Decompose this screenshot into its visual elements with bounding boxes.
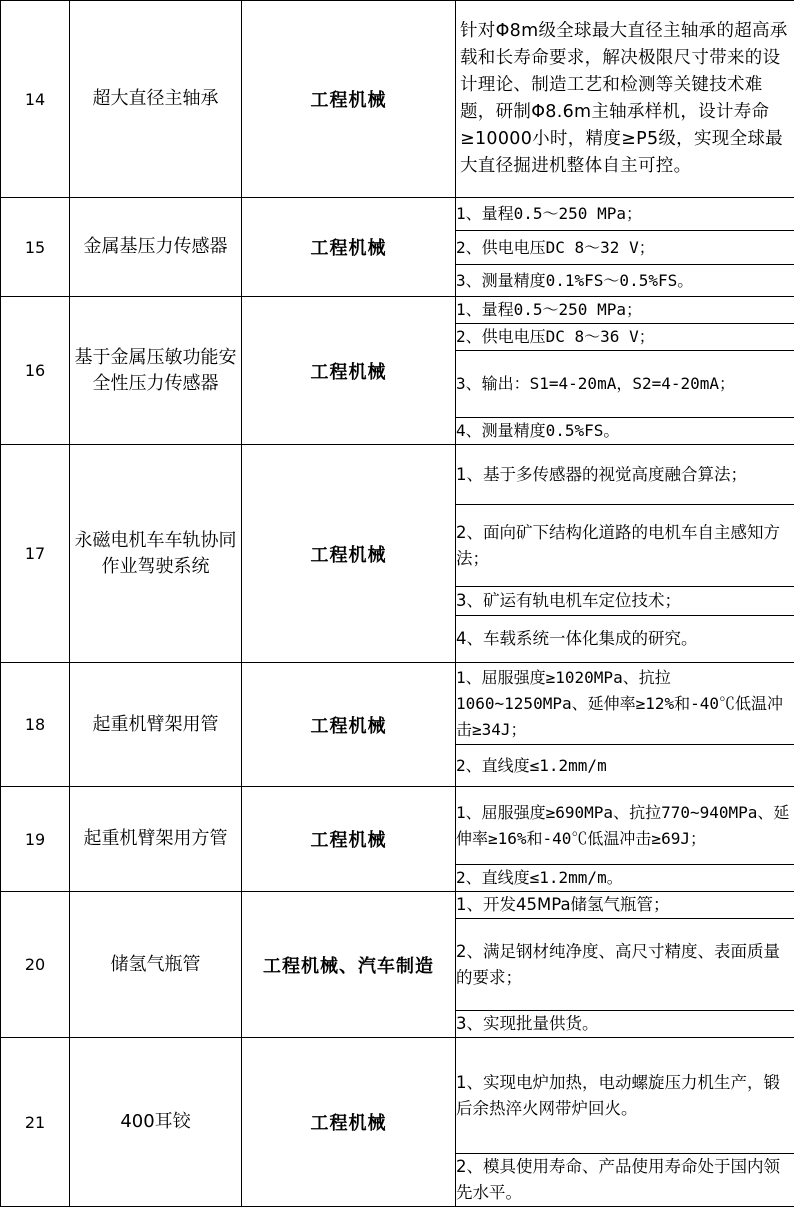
application-field: 工程机械	[242, 787, 456, 892]
requirement-item: 2、供电电压DC 8～32 V；	[456, 231, 794, 265]
row-number: 15	[1, 198, 70, 297]
requirement-item: 1、屈服强度≥1020MPa、抗拉1060~1250MPa、延伸率≥12%和-40℃低温冲击≥34J；	[456, 663, 794, 745]
row-number: 17	[1, 445, 70, 663]
application-field: 工程机械	[242, 663, 456, 787]
product-name: 基于金属压敏功能安全性压力传感器	[70, 297, 242, 445]
product-name: 储氢气瓶管	[70, 892, 242, 1038]
product-name: 400耳铰	[70, 1038, 242, 1207]
requirement-item: 1、量程0.5～250 MPa；	[456, 198, 794, 231]
product-name: 金属基压力传感器	[70, 198, 242, 297]
table-row	[1, 198, 794, 231]
table-row	[1, 1038, 794, 1154]
row-number: 21	[1, 1038, 70, 1207]
requirement-item: 1、实现电炉加热，电动螺旋压力机生产，锻后余热淬火网带炉回火。	[456, 1038, 794, 1154]
row-number: 20	[1, 892, 70, 1038]
requirement-item: 1、开发45MPa储氢气瓶管；	[456, 892, 794, 919]
table-row	[1, 445, 794, 505]
application-field: 工程机械、汽车制造	[242, 892, 456, 1038]
table-row	[1, 663, 794, 745]
application-field: 工程机械	[242, 445, 456, 663]
requirement-item: 3、矿运有轨电机车定位技术；	[456, 587, 794, 616]
table-row	[1, 1, 794, 198]
row-number: 18	[1, 663, 70, 787]
product-name: 超大直径主轴承	[70, 1, 242, 198]
requirement-item: 3、输出：S1=4-20mA，S2=4-20mA；	[456, 351, 794, 418]
product-name: 起重机臂架用方管	[70, 787, 242, 892]
requirement-item: 2、直线度≤1.2mm/m。	[456, 865, 794, 892]
product-name: 起重机臂架用管	[70, 663, 242, 787]
requirement-item: 1、量程0.5～250 MPa；	[456, 297, 794, 324]
requirement-text: 针对Φ8m级全球最大直径主轴承的超高承载和长寿命要求，解决极限尺寸带来的设计理论、制造工艺和检测等关键技术难题，研制Φ8.6m主轴承样机，设计寿命≥10000小时，精度≥P5级，实现全球最大直径掘进机整体自主可控。	[456, 1, 794, 198]
requirement-item: 3、测量精度0.1%FS～0.5%FS。	[456, 265, 794, 297]
application-field: 工程机械	[242, 198, 456, 297]
table-row	[1, 892, 794, 919]
application-field: 工程机械	[242, 1, 456, 198]
requirement-item: 4、车载系统一体化集成的研究。	[456, 616, 794, 663]
table-row	[1, 297, 794, 324]
requirement-item: 2、供电电压DC 8～36 V；	[456, 324, 794, 351]
requirement-item: 2、模具使用寿命、产品使用寿命处于国内领先水平。	[456, 1154, 794, 1207]
requirement-item: 2、满足钢材纯净度、高尺寸精度、表面质量的要求；	[456, 919, 794, 1011]
table-row	[1, 787, 794, 865]
application-field: 工程机械	[242, 297, 456, 445]
row-number: 16	[1, 297, 70, 445]
requirement-item: 3、实现批量供货。	[456, 1011, 794, 1038]
row-number: 14	[1, 1, 70, 198]
row-number: 19	[1, 787, 70, 892]
requirement-item: 2、面向矿下结构化道路的电机车自主感知方法；	[456, 505, 794, 587]
requirement-item: 1、屈服强度≥690MPa、抗拉770~940MPa、延伸率≥16%和-40℃低温冲击≥69J；	[456, 787, 794, 865]
product-name: 永磁电机车车轨协同作业驾驶系统	[70, 445, 242, 663]
requirement-item: 4、测量精度0.5%FS。	[456, 418, 794, 445]
application-field: 工程机械	[242, 1038, 456, 1207]
requirement-item: 1、基于多传感器的视觉高度融合算法；	[456, 445, 794, 505]
requirement-item: 2、直线度≤1.2mm/m	[456, 745, 794, 787]
